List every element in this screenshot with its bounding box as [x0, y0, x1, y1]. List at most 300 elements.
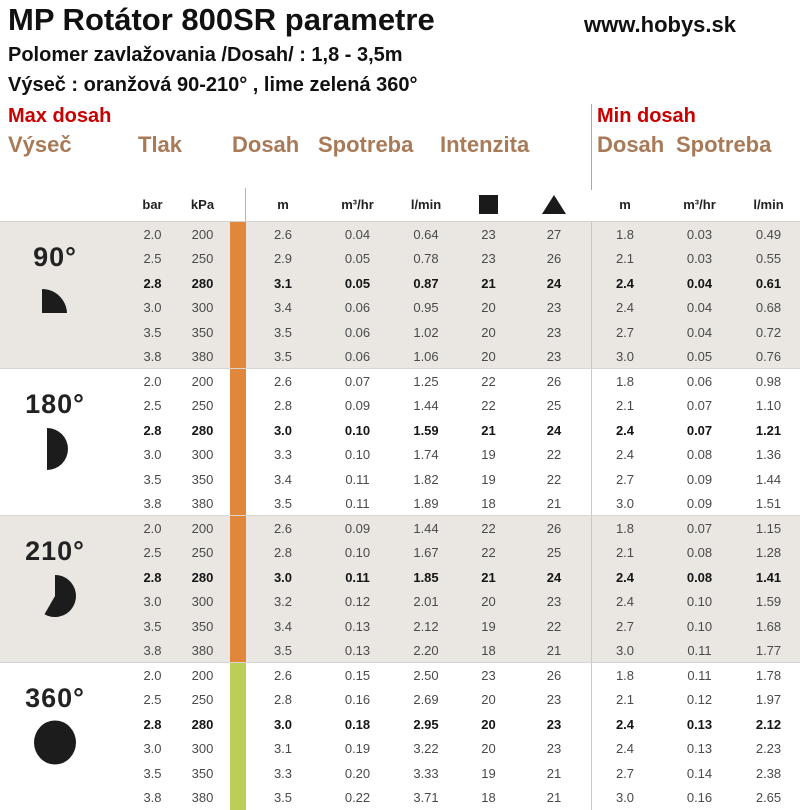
- table-row: [0, 369, 800, 394]
- min-dosah-m: 1.8: [615, 667, 635, 683]
- max-dosah-header: Max dosah: [8, 105, 112, 127]
- min-spotreba-lmin: 1.97: [755, 692, 782, 708]
- max-spotreba-lmin: 1.44: [413, 520, 439, 536]
- angle-label: 90°: [33, 242, 77, 272]
- min-spotreba-lmin: 1.21: [755, 422, 782, 438]
- column-header-min-dosah: Dosah: [597, 132, 665, 157]
- intenzita-square: 23: [481, 251, 496, 267]
- pressure-bar: 3.0: [143, 741, 162, 757]
- table-row: [0, 761, 800, 786]
- unit-m3hr-min: m³/hr: [683, 197, 716, 212]
- pressure-bar: 2.0: [143, 667, 162, 683]
- pressure-bar: 3.5: [143, 471, 162, 487]
- max-spotreba-lmin: 1.44: [413, 398, 439, 414]
- max-spotreba-lmin: 1.06: [413, 349, 439, 365]
- min-spotreba-lmin: 1.28: [755, 545, 782, 561]
- min-spotreba-m3hr: 0.08: [686, 447, 713, 463]
- intenzita-triangle: 23: [546, 300, 562, 316]
- max-spotreba-m3hr: 0.11: [345, 496, 370, 512]
- min-dosah-m: 1.8: [615, 520, 635, 536]
- max-spotreba-lmin: 2.95: [413, 716, 439, 732]
- max-spotreba-m3hr: 0.20: [344, 765, 371, 781]
- pressure-kpa: 350: [191, 765, 214, 781]
- column-header-tlak: Tlak: [138, 132, 183, 157]
- min-spotreba-m3hr: 0.11: [687, 643, 712, 659]
- column-header-spotreba: Spotreba: [318, 132, 414, 157]
- sector-90-icon: [0, 278, 110, 316]
- min-spotreba-m3hr: 0.10: [686, 618, 713, 634]
- max-dosah-m: 3.1: [273, 741, 293, 757]
- min-spotreba-lmin: 0.61: [755, 275, 782, 291]
- max-spotreba-m3hr: 0.12: [344, 594, 371, 610]
- min-spotreba-m3hr: 0.09: [686, 496, 713, 512]
- intenzita-triangle: 23: [546, 349, 562, 365]
- max-spotreba-m3hr: 0.09: [344, 398, 371, 414]
- pressure-kpa: 200: [191, 226, 214, 242]
- intenzita-triangle: 27: [546, 226, 562, 242]
- min-dosah-m: 3.0: [615, 349, 635, 365]
- max-dosah-m: 3.3: [273, 765, 293, 781]
- pressure-bar: 2.5: [143, 398, 162, 414]
- pressure-kpa: 300: [191, 300, 214, 316]
- intenzita-square: 18: [481, 790, 496, 806]
- pressure-kpa: 350: [191, 324, 214, 340]
- max-dosah-m: 3.0: [273, 569, 293, 585]
- pressure-bar: 2.0: [143, 373, 162, 389]
- table-row: [0, 712, 800, 737]
- max-dosah-m: 3.4: [273, 618, 293, 634]
- intenzita-square: 20: [481, 594, 496, 610]
- table-row: [0, 737, 800, 762]
- pressure-kpa: 250: [191, 692, 214, 708]
- intenzita-triangle: 22: [546, 447, 562, 463]
- pressure-kpa: 300: [191, 741, 214, 757]
- intenzita-square: 22: [481, 373, 496, 389]
- max-spotreba-m3hr: 0.19: [344, 741, 371, 757]
- unit-m-min: m: [619, 197, 631, 212]
- pressure-bar: 3.0: [143, 594, 162, 610]
- max-spotreba-lmin: 2.12: [413, 618, 439, 634]
- table-row: [0, 516, 800, 541]
- intenzita-triangle: 22: [546, 471, 562, 487]
- max-spotreba-lmin: 0.87: [413, 275, 439, 291]
- intenzita-triangle: 22: [546, 618, 562, 634]
- pressure-kpa: 280: [191, 569, 214, 585]
- intenzita-square: 22: [481, 398, 496, 414]
- min-dosah-m: 2.4: [615, 594, 635, 610]
- header-divider: [591, 104, 592, 190]
- table-row: [0, 590, 800, 615]
- intenzita-triangle: 26: [546, 251, 562, 267]
- max-spotreba-m3hr: 0.05: [344, 251, 371, 267]
- intenzita-triangle: 26: [546, 520, 562, 536]
- angle-block: [0, 222, 110, 316]
- max-dosah-m: 3.4: [273, 471, 293, 487]
- min-spotreba-lmin: 2.23: [755, 741, 782, 757]
- pressure-bar: 3.8: [143, 790, 162, 806]
- min-dosah-m: 2.4: [615, 300, 635, 316]
- max-spotreba-lmin: 1.59: [413, 422, 439, 438]
- unit-m-max: m: [277, 197, 289, 212]
- table-row: [0, 786, 800, 810]
- table-row: [0, 541, 800, 566]
- intenzita-square: 19: [481, 447, 496, 463]
- max-dosah-m: 2.6: [273, 520, 293, 536]
- min-dosah-m: 2.1: [615, 251, 635, 267]
- section-rows: [0, 663, 800, 810]
- intenzita-square: 21: [481, 275, 496, 291]
- min-spotreba-m3hr: 0.14: [686, 765, 713, 781]
- pressure-bar: 2.8: [143, 716, 162, 732]
- min-dosah-m: 2.7: [615, 618, 635, 634]
- min-spotreba-m3hr: 0.12: [686, 692, 713, 708]
- min-spotreba-m3hr: 0.07: [686, 422, 713, 438]
- unit-triangle-cell: [520, 195, 588, 214]
- max-spotreba-m3hr: 0.16: [344, 692, 371, 708]
- table-row: [0, 688, 800, 713]
- max-dosah-m: 3.5: [273, 324, 293, 340]
- min-spotreba-lmin: 0.49: [755, 226, 782, 242]
- intenzita-square: 23: [481, 226, 496, 242]
- intenzita-triangle: 21: [546, 643, 562, 659]
- min-spotreba-m3hr: 0.11: [687, 667, 712, 683]
- pressure-kpa: 350: [191, 471, 214, 487]
- circle-360-icon: [0, 719, 110, 766]
- angle-label: 360°: [25, 683, 85, 713]
- intenzita-square: 23: [481, 667, 496, 683]
- min-dosah-m: 3.0: [615, 496, 635, 512]
- max-dosah-m: 3.5: [273, 496, 293, 512]
- min-dosah-m: 2.1: [615, 398, 635, 414]
- intenzita-triangle: 25: [546, 545, 562, 561]
- table-row: [0, 467, 800, 492]
- max-spotreba-lmin: 0.64: [413, 226, 439, 242]
- intenzita-square: 20: [481, 692, 496, 708]
- pressure-bar: 3.5: [143, 324, 162, 340]
- max-spotreba-m3hr: 0.15: [344, 667, 371, 683]
- subtitle-sector: Výseč : oranžová 90-210° , lime zelená 360°: [8, 74, 418, 96]
- max-dosah-m: 3.5: [273, 349, 293, 365]
- unit-square-cell: [457, 195, 520, 214]
- max-dosah-m: 3.0: [273, 716, 293, 732]
- pressure-kpa: 200: [191, 373, 214, 389]
- unit-m3hr-max: m³/hr: [341, 197, 374, 212]
- min-dosah-header: Min dosah: [597, 105, 696, 127]
- intenzita-triangle: 24: [546, 422, 562, 438]
- pressure-kpa: 200: [191, 520, 214, 536]
- max-spotreba-m3hr: 0.10: [344, 545, 371, 561]
- table-row: [0, 394, 800, 419]
- min-spotreba-m3hr: 0.16: [686, 790, 713, 806]
- intenzita-square: 22: [481, 520, 496, 536]
- pressure-bar: 3.0: [143, 300, 162, 316]
- pressure-bar: 2.8: [143, 569, 162, 585]
- min-spotreba-m3hr: 0.09: [686, 471, 713, 487]
- max-dosah-m: 2.8: [273, 545, 293, 561]
- min-spotreba-lmin: 1.10: [755, 398, 782, 414]
- max-spotreba-m3hr: 0.11: [345, 471, 370, 487]
- min-dosah-m: 2.1: [615, 545, 635, 561]
- min-dosah-m: 2.4: [615, 422, 635, 438]
- max-spotreba-lmin: 1.85: [413, 569, 439, 585]
- section-180: [0, 369, 800, 516]
- intenzita-triangle: 23: [546, 324, 562, 340]
- table-row: [0, 222, 800, 247]
- table-row: [0, 443, 800, 468]
- min-spotreba-lmin: 2.65: [755, 790, 782, 806]
- min-spotreba-m3hr: 0.03: [686, 251, 713, 267]
- unit-kpa: kPa: [190, 197, 215, 212]
- intenzita-triangle: 24: [546, 569, 562, 585]
- pressure-bar: 3.8: [143, 349, 162, 365]
- max-spotreba-m3hr: 0.10: [344, 447, 371, 463]
- max-dosah-m: 3.0: [273, 422, 293, 438]
- intenzita-square: 18: [481, 643, 496, 659]
- max-dosah-m: 2.9: [273, 251, 293, 267]
- subtitle-radius: Polomer zavlažovania /Dosah/ : 1,8 - 3,5m: [8, 44, 403, 66]
- max-spotreba-m3hr: 0.06: [344, 324, 371, 340]
- max-spotreba-lmin: 1.82: [413, 471, 439, 487]
- max-dosah-m: 2.8: [273, 692, 293, 708]
- min-spotreba-lmin: 0.76: [755, 349, 782, 365]
- min-spotreba-lmin: 1.68: [755, 618, 782, 634]
- max-dosah-m: 2.6: [273, 667, 293, 683]
- min-spotreba-lmin: 1.51: [755, 496, 782, 512]
- parameter-table: [0, 222, 800, 810]
- min-spotreba-lmin: 1.41: [755, 569, 782, 585]
- max-dosah-m: 3.2: [273, 594, 293, 610]
- max-dosah-m: 3.4: [273, 300, 293, 316]
- pressure-bar: 3.8: [143, 643, 162, 659]
- max-spotreba-lmin: 2.50: [413, 667, 439, 683]
- angle-label: 180°: [25, 389, 85, 419]
- max-spotreba-m3hr: 0.06: [344, 349, 371, 365]
- max-spotreba-m3hr: 0.04: [344, 226, 371, 242]
- min-dosah-m: 2.7: [615, 324, 635, 340]
- max-spotreba-lmin: 1.89: [413, 496, 439, 512]
- intenzita-square: 22: [481, 545, 496, 561]
- pressure-kpa: 380: [191, 643, 214, 659]
- min-dosah-m: 1.8: [615, 373, 635, 389]
- pressure-kpa: 250: [191, 398, 214, 414]
- stripe-column-header: [230, 188, 246, 221]
- section-210: [0, 516, 800, 663]
- min-dosah-m: 2.7: [615, 471, 635, 487]
- table-row: [0, 320, 800, 345]
- max-spotreba-m3hr: 0.07: [344, 373, 371, 389]
- min-spotreba-m3hr: 0.08: [686, 569, 713, 585]
- max-dosah-m: 2.8: [273, 398, 293, 414]
- max-spotreba-lmin: 1.02: [413, 324, 439, 340]
- min-spotreba-m3hr: 0.08: [686, 545, 713, 561]
- pressure-kpa: 300: [191, 447, 214, 463]
- intenzita-triangle: 23: [546, 594, 562, 610]
- intenzita-triangle: 26: [546, 373, 562, 389]
- intenzita-triangle: 21: [546, 496, 562, 512]
- max-spotreba-lmin: 2.20: [413, 643, 439, 659]
- max-spotreba-lmin: 1.25: [413, 373, 439, 389]
- angle-label: 210°: [25, 536, 85, 566]
- min-spotreba-m3hr: 0.07: [686, 520, 713, 536]
- pressure-bar: 3.5: [143, 618, 162, 634]
- intenzita-square: 18: [481, 496, 496, 512]
- intenzita-triangle: 26: [546, 667, 562, 683]
- intenzita-square: 21: [481, 569, 496, 585]
- unit-bar: bar: [142, 197, 163, 212]
- min-spotreba-m3hr: 0.03: [686, 226, 713, 242]
- intenzita-square: 20: [481, 300, 496, 316]
- max-dosah-m: 2.6: [273, 373, 293, 389]
- max-spotreba-lmin: 3.22: [413, 741, 439, 757]
- min-spotreba-lmin: 2.38: [755, 765, 782, 781]
- column-header-dosah: Dosah: [232, 132, 300, 157]
- pressure-bar: 2.8: [143, 275, 162, 291]
- min-dosah-m: 2.4: [615, 275, 635, 291]
- min-spotreba-m3hr: 0.13: [686, 741, 713, 757]
- max-spotreba-lmin: 2.01: [413, 594, 439, 610]
- intenzita-square: 19: [481, 618, 496, 634]
- max-spotreba-lmin: 3.33: [413, 765, 439, 781]
- max-spotreba-m3hr: 0.13: [344, 618, 371, 634]
- column-header-intenzita: Intenzita: [440, 132, 530, 157]
- pressure-kpa: 280: [191, 275, 214, 291]
- max-spotreba-m3hr: 0.10: [344, 422, 371, 438]
- min-spotreba-m3hr: 0.07: [686, 398, 713, 414]
- section-360: [0, 663, 800, 810]
- max-spotreba-m3hr: 0.18: [344, 716, 371, 732]
- min-spotreba-lmin: 0.68: [755, 300, 782, 316]
- min-spotreba-m3hr: 0.13: [686, 716, 713, 732]
- table-row: [0, 565, 800, 590]
- intenzita-triangle: 25: [546, 398, 562, 414]
- intenzita-square: 21: [481, 422, 496, 438]
- column-header-min-spotreba: Spotreba: [676, 132, 772, 157]
- pressure-bar: 3.8: [143, 496, 162, 512]
- max-spotreba-lmin: 0.95: [413, 300, 439, 316]
- min-dosah-m: 3.0: [615, 643, 635, 659]
- pressure-bar: 2.0: [143, 520, 162, 536]
- pressure-bar: 3.5: [143, 765, 162, 781]
- unit-lmin-max: l/min: [410, 197, 442, 212]
- intenzita-triangle: 23: [546, 716, 562, 732]
- angle-block: [0, 663, 110, 766]
- max-spotreba-m3hr: 0.05: [344, 275, 371, 291]
- min-dosah-m: 1.8: [615, 226, 635, 242]
- intenzita-square: 20: [481, 324, 496, 340]
- pressure-bar: 2.5: [143, 251, 162, 267]
- min-spotreba-lmin: 2.12: [755, 716, 782, 732]
- max-dosah-m: 2.6: [273, 226, 293, 242]
- min-spotreba-lmin: 1.59: [755, 594, 782, 610]
- max-dosah-m: 3.5: [273, 790, 293, 806]
- pressure-bar: 3.0: [143, 447, 162, 463]
- units-row: [0, 188, 800, 222]
- table-row: [0, 271, 800, 296]
- table-row: [0, 296, 800, 321]
- min-spotreba-m3hr: 0.04: [686, 300, 713, 316]
- max-spotreba-lmin: 0.78: [413, 251, 439, 267]
- min-spotreba-m3hr: 0.04: [686, 275, 713, 291]
- min-dosah-m: 2.4: [615, 447, 635, 463]
- max-spotreba-m3hr: 0.11: [345, 569, 370, 585]
- max-spotreba-lmin: 3.71: [413, 790, 439, 806]
- max-spotreba-lmin: 2.69: [413, 692, 439, 708]
- pressure-bar: 2.8: [143, 422, 162, 438]
- table-row: [0, 639, 800, 664]
- table-row: [0, 663, 800, 688]
- max-spotreba-m3hr: 0.22: [344, 790, 371, 806]
- max-spotreba-lmin: 1.74: [413, 447, 439, 463]
- pressure-kpa: 280: [191, 716, 214, 732]
- pressure-kpa: 250: [191, 251, 214, 267]
- pressure-kpa: 280: [191, 422, 214, 438]
- min-spotreba-lmin: 1.78: [755, 667, 782, 683]
- min-spotreba-lmin: 1.44: [755, 471, 782, 487]
- pressure-bar: 2.5: [143, 545, 162, 561]
- section-rows: [0, 369, 800, 516]
- min-spotreba-m3hr: 0.05: [686, 349, 713, 365]
- angle-block: [0, 516, 110, 620]
- sector-210-icon: [0, 572, 110, 620]
- intenzita-square: 19: [481, 765, 496, 781]
- min-dosah-m: 2.4: [615, 741, 635, 757]
- website-url: www.hobys.sk: [584, 12, 737, 37]
- pressure-kpa: 300: [191, 594, 214, 610]
- pressure-kpa: 380: [191, 790, 214, 806]
- intenzita-square: 20: [481, 716, 496, 732]
- triangle-icon: [542, 195, 566, 214]
- section-rows: [0, 516, 800, 663]
- pressure-bar: 2.0: [143, 226, 162, 242]
- min-dosah-m: 2.1: [615, 692, 635, 708]
- pressure-kpa: 350: [191, 618, 214, 634]
- table-row: [0, 345, 800, 370]
- intenzita-square: 20: [481, 349, 496, 365]
- intenzita-triangle: 21: [546, 790, 562, 806]
- sector-180-icon: [0, 425, 110, 473]
- min-spotreba-lmin: 0.98: [755, 373, 782, 389]
- pressure-kpa: 200: [191, 667, 214, 683]
- min-spotreba-m3hr: 0.04: [686, 324, 713, 340]
- min-dosah-m: 2.7: [615, 765, 635, 781]
- min-spotreba-m3hr: 0.06: [686, 373, 713, 389]
- min-dosah-m: 2.4: [615, 716, 635, 732]
- unit-lmin-min: l/min: [753, 197, 784, 212]
- max-dosah-m: 3.3: [273, 447, 293, 463]
- section-rows: [0, 222, 800, 369]
- min-spotreba-m3hr: 0.10: [686, 594, 713, 610]
- max-dosah-m: 3.1: [273, 275, 293, 291]
- intenzita-triangle: 23: [546, 741, 562, 757]
- min-spotreba-lmin: 0.72: [755, 324, 782, 340]
- page-title: MP Rotátor 800SR parametre: [8, 2, 435, 37]
- table-row: [0, 418, 800, 443]
- pressure-kpa: 380: [191, 349, 214, 365]
- pressure-bar: 2.5: [143, 692, 162, 708]
- intenzita-triangle: 23: [546, 692, 562, 708]
- section-90: [0, 222, 800, 369]
- table-row: [0, 614, 800, 639]
- max-spotreba-m3hr: 0.13: [344, 643, 371, 659]
- intenzita-triangle: 24: [546, 275, 562, 291]
- min-dosah-m: 3.0: [615, 790, 635, 806]
- intenzita-triangle: 21: [546, 765, 562, 781]
- min-spotreba-lmin: 1.36: [755, 447, 782, 463]
- max-spotreba-lmin: 1.67: [413, 545, 439, 561]
- angle-block: [0, 369, 110, 473]
- min-spotreba-lmin: 1.15: [755, 520, 782, 536]
- min-spotreba-lmin: 0.55: [755, 251, 782, 267]
